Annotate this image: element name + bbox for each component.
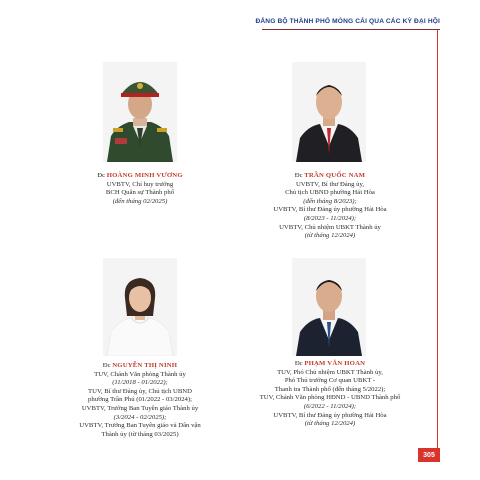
portrait-man-red-tie xyxy=(292,62,366,162)
portrait-man-blue-tie xyxy=(292,258,366,356)
profile-role-line: UVBTV, Trưởng Ban Tuyên giáo Thành ủy xyxy=(81,404,199,412)
name-prefix: Đc xyxy=(97,172,106,179)
profile-role-line: TUV, Chánh Văn phòng HĐND - UBND Thành phố xyxy=(259,394,401,402)
profile-caption-3 xyxy=(50,362,230,439)
running-header: ĐẢNG BỘ THÀNH PHỐ MÓNG CÁI QUA CÁC KỲ ĐẠI HỘI xyxy=(255,18,440,25)
portrait-photo-4 xyxy=(292,258,366,356)
profile-term-line: (6/2022 - 11/2024); xyxy=(303,402,357,410)
profile-term-line: (đến tháng 02/2025) xyxy=(112,197,168,205)
profile-role-line: UVBTV, Bí thư Đảng ủy, xyxy=(295,180,365,188)
profile-role-line: TUV, Chánh Văn phòng Thành ủy xyxy=(94,370,186,378)
profile-name-line xyxy=(50,172,230,181)
profile-role-line: UVBTV, Trưởng Ban Tuyên giáo và Dân vận xyxy=(79,422,201,430)
profile-caption-2 xyxy=(240,172,420,241)
profile-term-line: (8/2023 - 11/2024); xyxy=(303,214,357,222)
profile-name-line xyxy=(236,360,424,369)
profile-term-line: (3/2024 - 02/2025); xyxy=(113,413,167,421)
page-edge-line xyxy=(437,30,438,448)
profile-term-line: (từ tháng 12/2024) xyxy=(304,232,356,240)
profile-name: NGUYỄN THỊ NINH xyxy=(112,362,178,369)
profile-role-line: TUV, Bí thư Đảng ủy, Chủ tịch UBND xyxy=(88,387,192,395)
profile-name-line xyxy=(50,362,230,371)
page-number-badge: 305 xyxy=(418,448,440,462)
profile-role-line: UVBTV, Bí thư Đảng ủy phường Hải Hòa xyxy=(273,206,387,214)
profile-name: HOÀNG MINH VƯƠNG xyxy=(106,172,183,179)
profile-role-line: Thanh tra Thành phố (đến tháng 5/2022); xyxy=(274,385,386,393)
profile-role-line: UVBTV, Chủ nhiệm UBKT Thành ủy xyxy=(279,223,381,231)
header-rule xyxy=(262,29,440,30)
profile-term-line: (11/2018 - 01/2022); xyxy=(112,379,168,387)
profile-name: PHẠM VĂN HOAN xyxy=(304,360,366,367)
name-prefix: Đc xyxy=(294,360,303,367)
profile-role-line: UVBTV, Bí thư Đảng ủy phường Hải Hòa xyxy=(273,411,387,419)
profile-role-line: TUV, Phó Chủ nhiệm UBKT Thành ủy, xyxy=(277,368,383,376)
name-prefix: Đc xyxy=(294,172,303,179)
profile-caption-1 xyxy=(50,172,230,206)
profile-role-line: phường Trần Phú (01/2022 - 03/2024); xyxy=(88,396,192,404)
profile-name: TRẦN QUỐC NAM xyxy=(304,172,366,179)
profile-role-line: Thành ủy (từ tháng 03/2025) xyxy=(101,430,179,438)
profile-role-line: UVBTV, Chỉ huy trưởng xyxy=(106,180,174,188)
name-prefix: Đc xyxy=(102,362,111,369)
profile-role-line: BCH Quân sự Thành phố xyxy=(105,189,175,197)
portrait-military-officer xyxy=(103,62,177,162)
profile-role-line: Chủ tịch UBND phường Hải Hòa xyxy=(285,189,375,197)
profile-role-line: Phó Thủ trưởng Cơ quan UBKT - xyxy=(284,377,376,385)
portrait-photo-1 xyxy=(103,62,177,162)
profile-caption-4 xyxy=(236,360,424,429)
profile-term-line: (đến tháng 8/2023); xyxy=(303,197,357,205)
portrait-photo-3 xyxy=(103,258,177,356)
profile-term-line: (từ tháng 12/2024) xyxy=(304,420,356,428)
portrait-woman-white-blouse xyxy=(103,258,177,356)
profile-name-line xyxy=(240,172,420,181)
portrait-photo-2 xyxy=(292,62,366,162)
